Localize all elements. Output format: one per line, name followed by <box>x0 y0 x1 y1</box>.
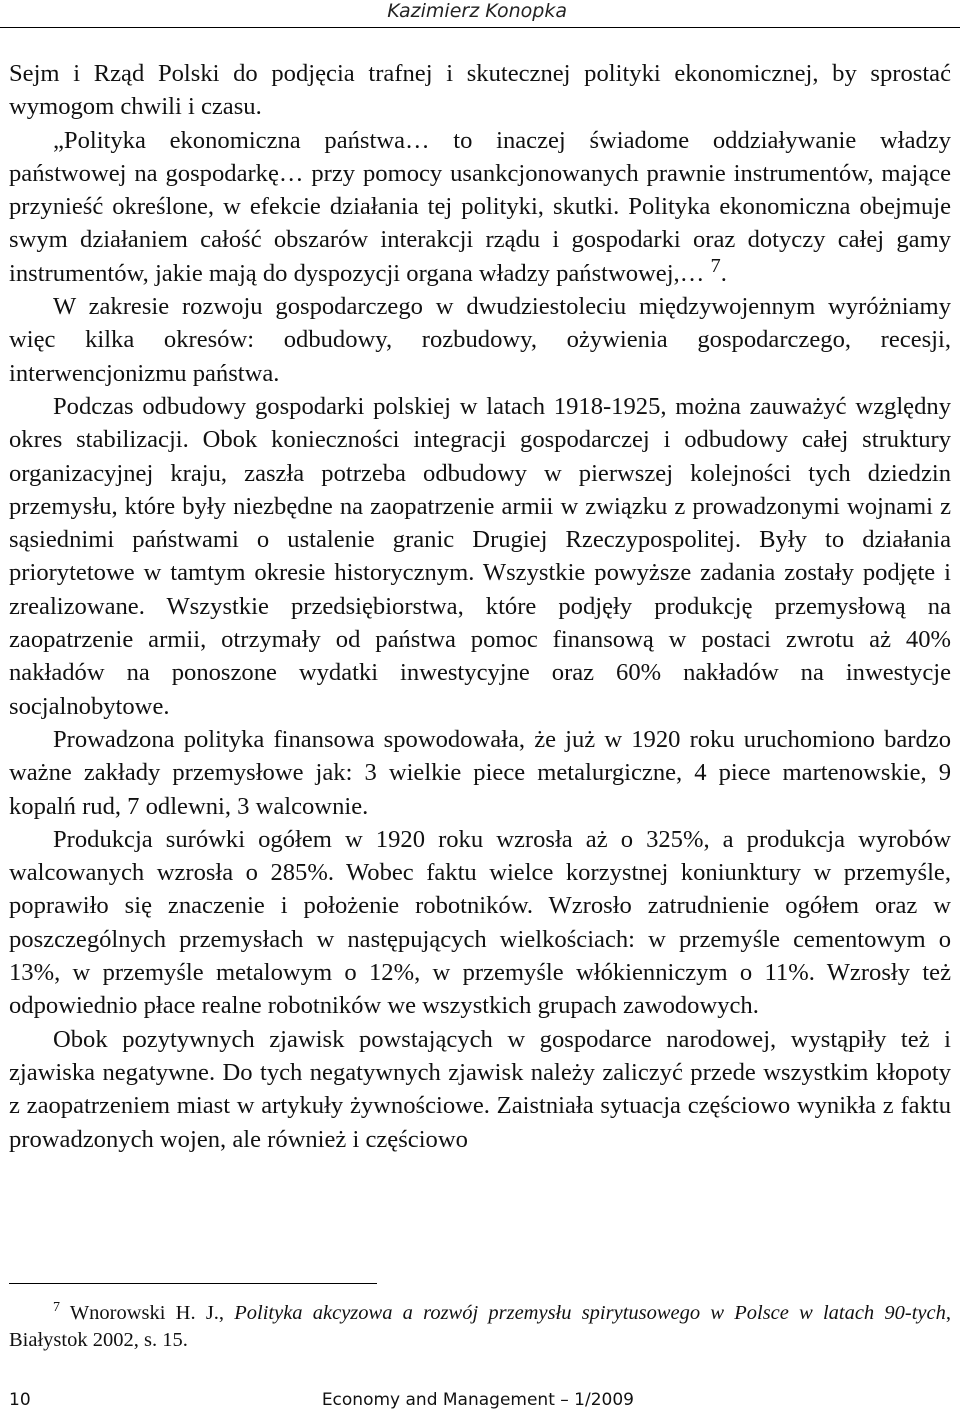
footnote-rest: , Białystok 2002, s. 15. <box>9 1302 951 1351</box>
page-number: 10 <box>9 1390 31 1410</box>
body-text <box>9 57 951 1156</box>
running-head-author: Kazimierz Konopka <box>387 0 567 22</box>
paragraph-6: Produkcja surówki ogółem w 1920 roku wzrosła aż o 325%, a produkcja wyrobów walcowanych wzrosła o 285%. Wobec faktu wielce korzystnej koniunktury w przemyśle, poprawiło się znaczenie i położenie robotników. Wzrosło zatrudnienie ogółem oraz w poszczególnych przemysłach w następujących wielkościach: w przemyśle cementowym o 13%, w przemyśle metalowym o 12%, w przemyśle włókienniczym o 11%. Wzrosły też odpowiednio płace realne robotników we wszystkich grupach zawodowych. <box>9 825 951 1020</box>
paragraph-3: W zakresie rozwoju gospodarczego w dwudziestoleciu międzywojennym wyróżniamy więc kilka okresów: odbudowy, rozbudowy, ożywienia gospodarczego, recesji, interwencjonizmu państwa. <box>9 293 951 387</box>
paragraph-2-text: „Polityka ekonomiczna państwa… to inaczej świadome oddziaływanie władzy państwowej na gospodarkę… przy pomocy usankcjonowanych prawnie instrumentów, mające przynieść określone, w efekcie działania tej polityki, skutki. Polityka ekonomiczna obejmuje swym działaniem całość obszarów interakcji rządu i gospodarki oraz dotyczy całej gamy instrumentów, jakie mają do dyspozycji organa władzy państwowej,… <box>9 126 951 287</box>
paragraph-4: Podczas odbudowy gospodarki polskiej w latach 1918-1925, można zauważyć względny okres stabilizacji. Obok konieczności integracji gospodarczej i odbudowy całej struktury organizacyjnej kraju, zaszła potrzeba odbudowy w pierwszej kolejności tych dziedzin przemysłu, które były niezbędne na zaopatrzenie armii w związku z prowadzonymi wojnami z sąsiednimi państwami o ustalenie granic Drugiej Rzeczypospolitej. Były to działania priorytetowe w tamtym okresie historycznym. Wszystkie powyższe zadania zostały podjęte i zrealizowane. Wszystkie przedsiębiorstwa, które podjęły produkcję przemysłową na zaopatrzenie armii, otrzymały od państwa pomoc finansową w postaci zwrotu aż 40% nakładów na ponoszone wydatki inwestycyjne oraz 60% nakładów na inwestycje socjalnobytowe. <box>9 392 951 720</box>
paragraph-1: Sejm i Rząd Polski do podjęcia trafnej i skutecznej polityki ekonomicznej, by sprostać wymogom chwili i czasu. <box>9 60 951 121</box>
paragraph-2 <box>9 124 951 290</box>
footnote-separator <box>9 1283 377 1284</box>
page-header <box>0 0 960 40</box>
footnote-ref-7: 7 <box>710 254 721 277</box>
footnote-ref-punct: . <box>720 259 727 287</box>
header-rule <box>0 27 960 28</box>
footnote-author: Wnorowski H. J., <box>60 1302 235 1324</box>
paragraph-5: Prowadzona polityka finansowa spowodowała, że już w 1920 roku uruchomiono bardzo ważne zakłady przemysłowe jak: 3 wielkie piece metalurgiczne, 4 piece martenowskie, 9 kopalń rud, 7 odlewni, 3 walcownie. <box>9 725 951 820</box>
journal-name: Economy and Management – 1/2009 <box>321 1390 634 1410</box>
paragraph-7: Obok pozytywnych zjawisk powstających w gospodarce narodowej, wystąpiły też i zjawiska negatywne. Do tych negatywnych zjawisk należy zaliczyć przede wszystkim kłopoty z zaopatrzeniem miast w artykuły żywnościowe. Zaistniała sytuacja częściowo wynikła z faktu prowadzonych wojen, ale również i częściowo <box>9 1025 951 1153</box>
page-footer <box>0 1390 960 1418</box>
footnote-title: Polityka akcyzowa a rozwój przemysłu spirytusowego w Polsce w latach 90-tych <box>234 1302 946 1324</box>
footnote-7 <box>9 1300 951 1354</box>
footnote-number: 7 <box>53 1300 60 1316</box>
